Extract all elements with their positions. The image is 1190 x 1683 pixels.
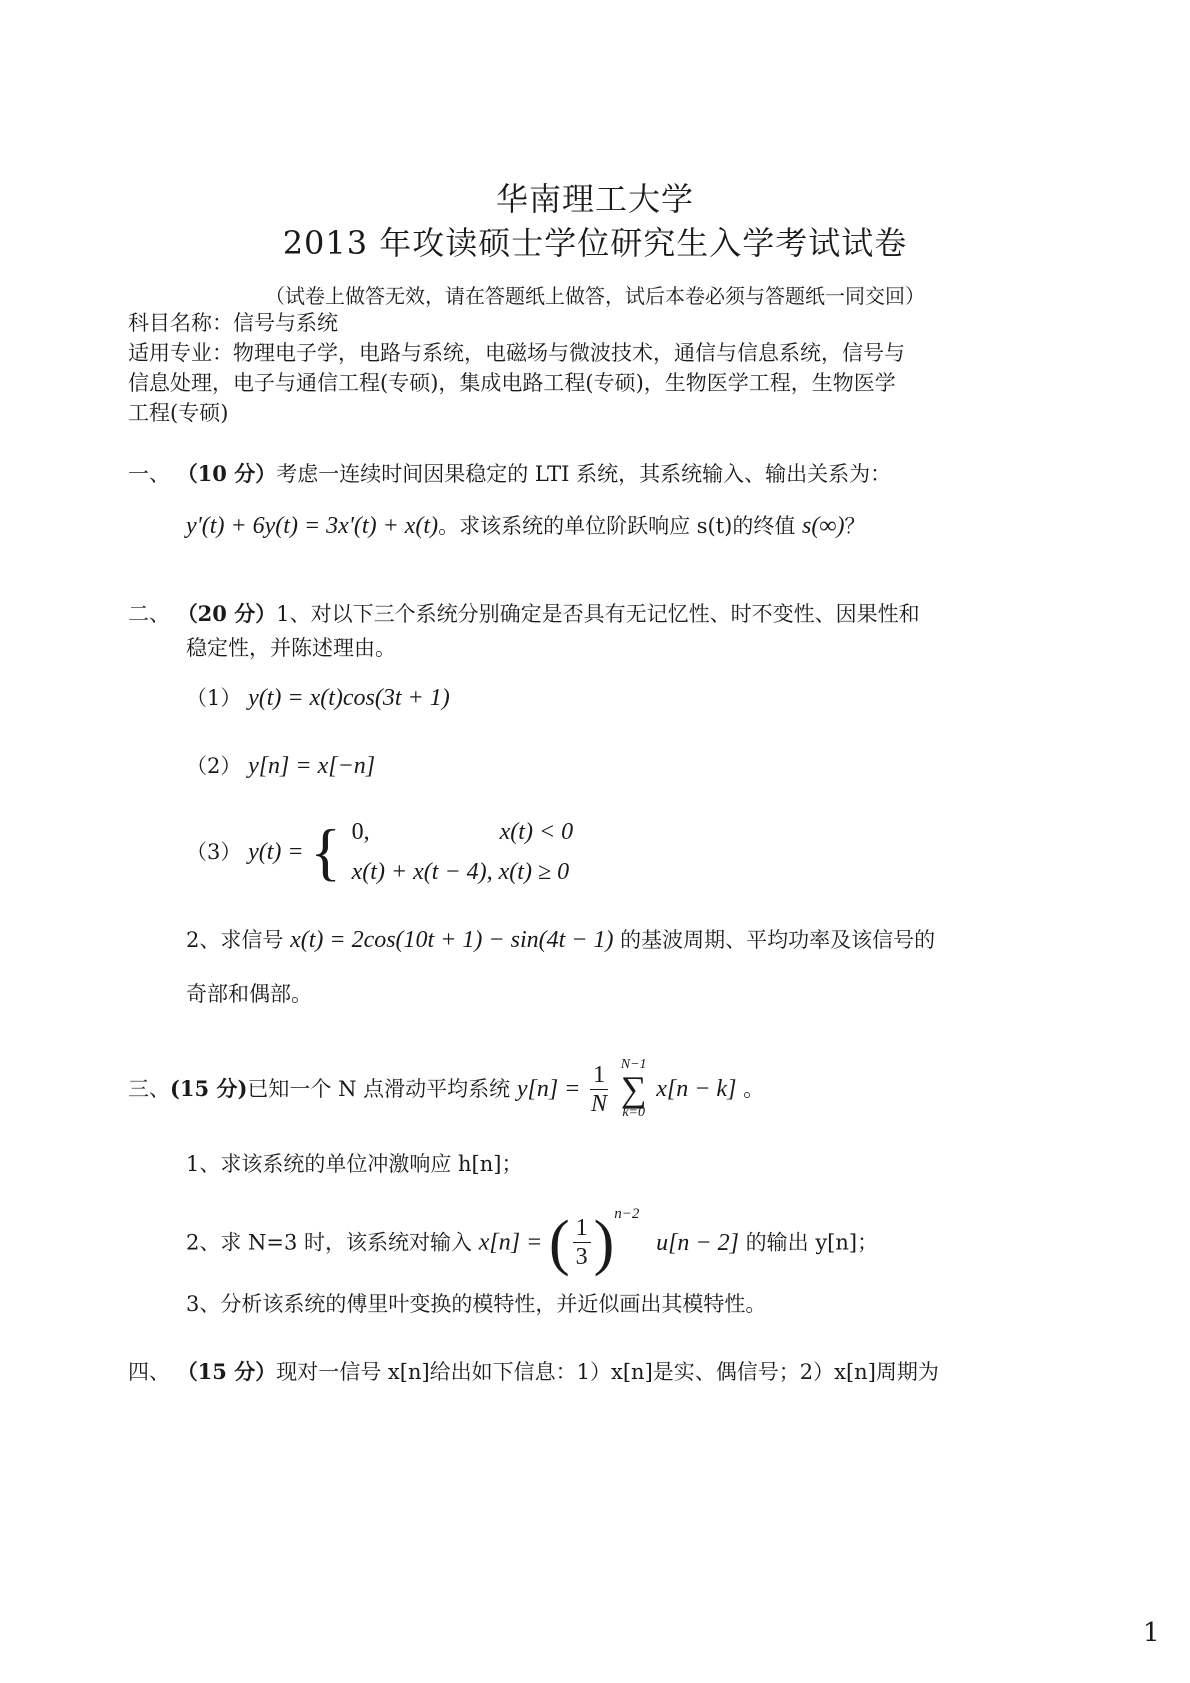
sigma-icon: ∑ [620, 1069, 647, 1109]
question-3-line-1 [128, 1058, 764, 1120]
question-1-final-value: s(∞) [802, 513, 845, 539]
question-2-part-2-equation: x(t) = 2cos(10t + 1) − sin(4t − 1) [290, 927, 614, 953]
question-1-line-2 [186, 508, 865, 544]
question-3-sub-2-denominator: 3 [575, 1244, 588, 1270]
question-2-part-2-line-1 [186, 922, 935, 958]
question-3-end: 。 [743, 1077, 765, 1101]
system-1-equation: y(t) = x(t)cos(3t + 1) [248, 685, 450, 711]
majors-text-1: 物理电子学，电路与系统，电磁场与微波技术，通信与信息系统，信号与 [233, 341, 905, 365]
question-3-sub-2-numerator: 1 [573, 1214, 591, 1243]
question-3-points: (15 分) [170, 1076, 248, 1101]
question-3-number: 三、 [128, 1077, 170, 1101]
system-2-label: （2） [186, 754, 242, 778]
exam-notice: （试卷上做答无效，请在答题纸上做答，试后本卷必须与答题纸一同交回） [265, 284, 925, 308]
page-number: 1 [1143, 1618, 1160, 1648]
subject-name: 信号与系统 [233, 311, 338, 335]
question-2-part-2-prefix: 2、求信号 [186, 928, 284, 952]
question-4-points: （15 分） [176, 1359, 277, 1384]
majors-line-2: 信息处理，电子与通信工程(专硕)，集成电路工程(专硕)，生物医学工程，生物医学 [128, 371, 896, 395]
question-2-line-1 [128, 596, 920, 632]
question-3-fraction [590, 1061, 608, 1118]
question-3-sub-2-exponent: n−2 [614, 1206, 640, 1222]
question-1-line-1 [128, 456, 891, 492]
question-3-lhs: y[n] = [516, 1076, 581, 1102]
left-brace-icon: { [310, 816, 341, 887]
question-2-number: 二、 [128, 602, 170, 626]
question-3-sub-2-prefix: 2、求 N=3 时，该系统对输入 [186, 1230, 473, 1255]
summation-lower-limit: k=0 [622, 1105, 645, 1120]
question-3-sub-2 [186, 1196, 879, 1277]
subject-label: 科目名称： [128, 311, 233, 335]
system-3-case-2: x(t) + x(t − 4), x(t) ≥ 0 [351, 859, 570, 885]
majors-label: 适用专业： [128, 341, 233, 365]
question-1-points: （10 分） [176, 461, 277, 486]
system-3-label: （3） [186, 840, 242, 864]
question-1-end: ？ [844, 514, 866, 538]
question-2-line-2: 稳定性，并陈述理由。 [186, 636, 396, 660]
system-3-cases [352, 812, 574, 892]
question-1-text: 考虑一连续时间因果稳定的 LTI 系统，其系统输入、输出关系为： [276, 462, 892, 486]
right-paren-icon: ) [593, 1208, 615, 1277]
system-3-case-1 [352, 812, 574, 852]
question-2-text: 1、对以下三个系统分别确定是否具有无记忆性、时不变性、因果性和 [276, 602, 920, 626]
system-3-lhs: y(t) = [248, 839, 304, 865]
question-4-number: 四、 [128, 1360, 170, 1384]
summation-sign [621, 1058, 647, 1120]
question-1-equation: y'(t) + 6y(t) = 3x'(t) + x(t) [186, 513, 439, 539]
system-3-case-1-value: 0, [351, 819, 370, 845]
system-1 [186, 680, 450, 716]
question-3-summand: x[n − k] [656, 1076, 737, 1102]
system-3 [186, 812, 573, 892]
summation-upper-limit: N−1 [620, 1057, 647, 1072]
question-4-text: 现对一信号 x[n]给出如下信息：1）x[n]是实、偶信号；2）x[n]周期为 [276, 1360, 939, 1384]
question-3-sub-2-fraction [573, 1214, 591, 1271]
question-2-part-2-line-2: 奇部和偶部。 [186, 982, 312, 1006]
question-3-sub-2-suffix: 的输出 y[n]； [745, 1230, 879, 1255]
system-3-case-1-condition: x(t) < 0 [499, 819, 574, 845]
question-4-line-1 [128, 1354, 939, 1390]
system-1-label: （1） [186, 686, 242, 710]
question-3-sub-2-step: u[n − 2] [656, 1229, 739, 1256]
system-2-equation: y[n] = x[−n] [248, 753, 376, 779]
majors-line-3: 工程(专硕) [128, 401, 229, 425]
question-3-sub-1: 1、求该系统的单位冲激响应 h[n]； [186, 1152, 523, 1176]
question-3-fraction-denominator: N [591, 1090, 608, 1117]
question-1-text-2: 。求该系统的单位阶跃响应 s(t)的终值 [438, 514, 796, 538]
question-3-sub-3: 3、分析该系统的傅里叶变换的模特性，并近似画出其模特性。 [186, 1292, 767, 1316]
left-paren-icon: ( [548, 1208, 570, 1277]
university-title: 华南理工大学 [495, 180, 694, 218]
question-3-fraction-numerator: 1 [590, 1061, 608, 1090]
question-3-text: 已知一个 N 点滑动平均系统 [247, 1077, 511, 1101]
question-1-number: 一、 [128, 462, 170, 486]
system-2 [186, 748, 375, 784]
question-2-part-2-suffix: 的基波周期、平均功率及该信号的 [620, 928, 936, 952]
question-2-points: （20 分） [176, 601, 277, 626]
question-3-sub-2-lhs: x[n] = [478, 1229, 543, 1256]
exam-title: 2013 年攻读硕士学位研究生入学考试试卷 [282, 224, 908, 262]
